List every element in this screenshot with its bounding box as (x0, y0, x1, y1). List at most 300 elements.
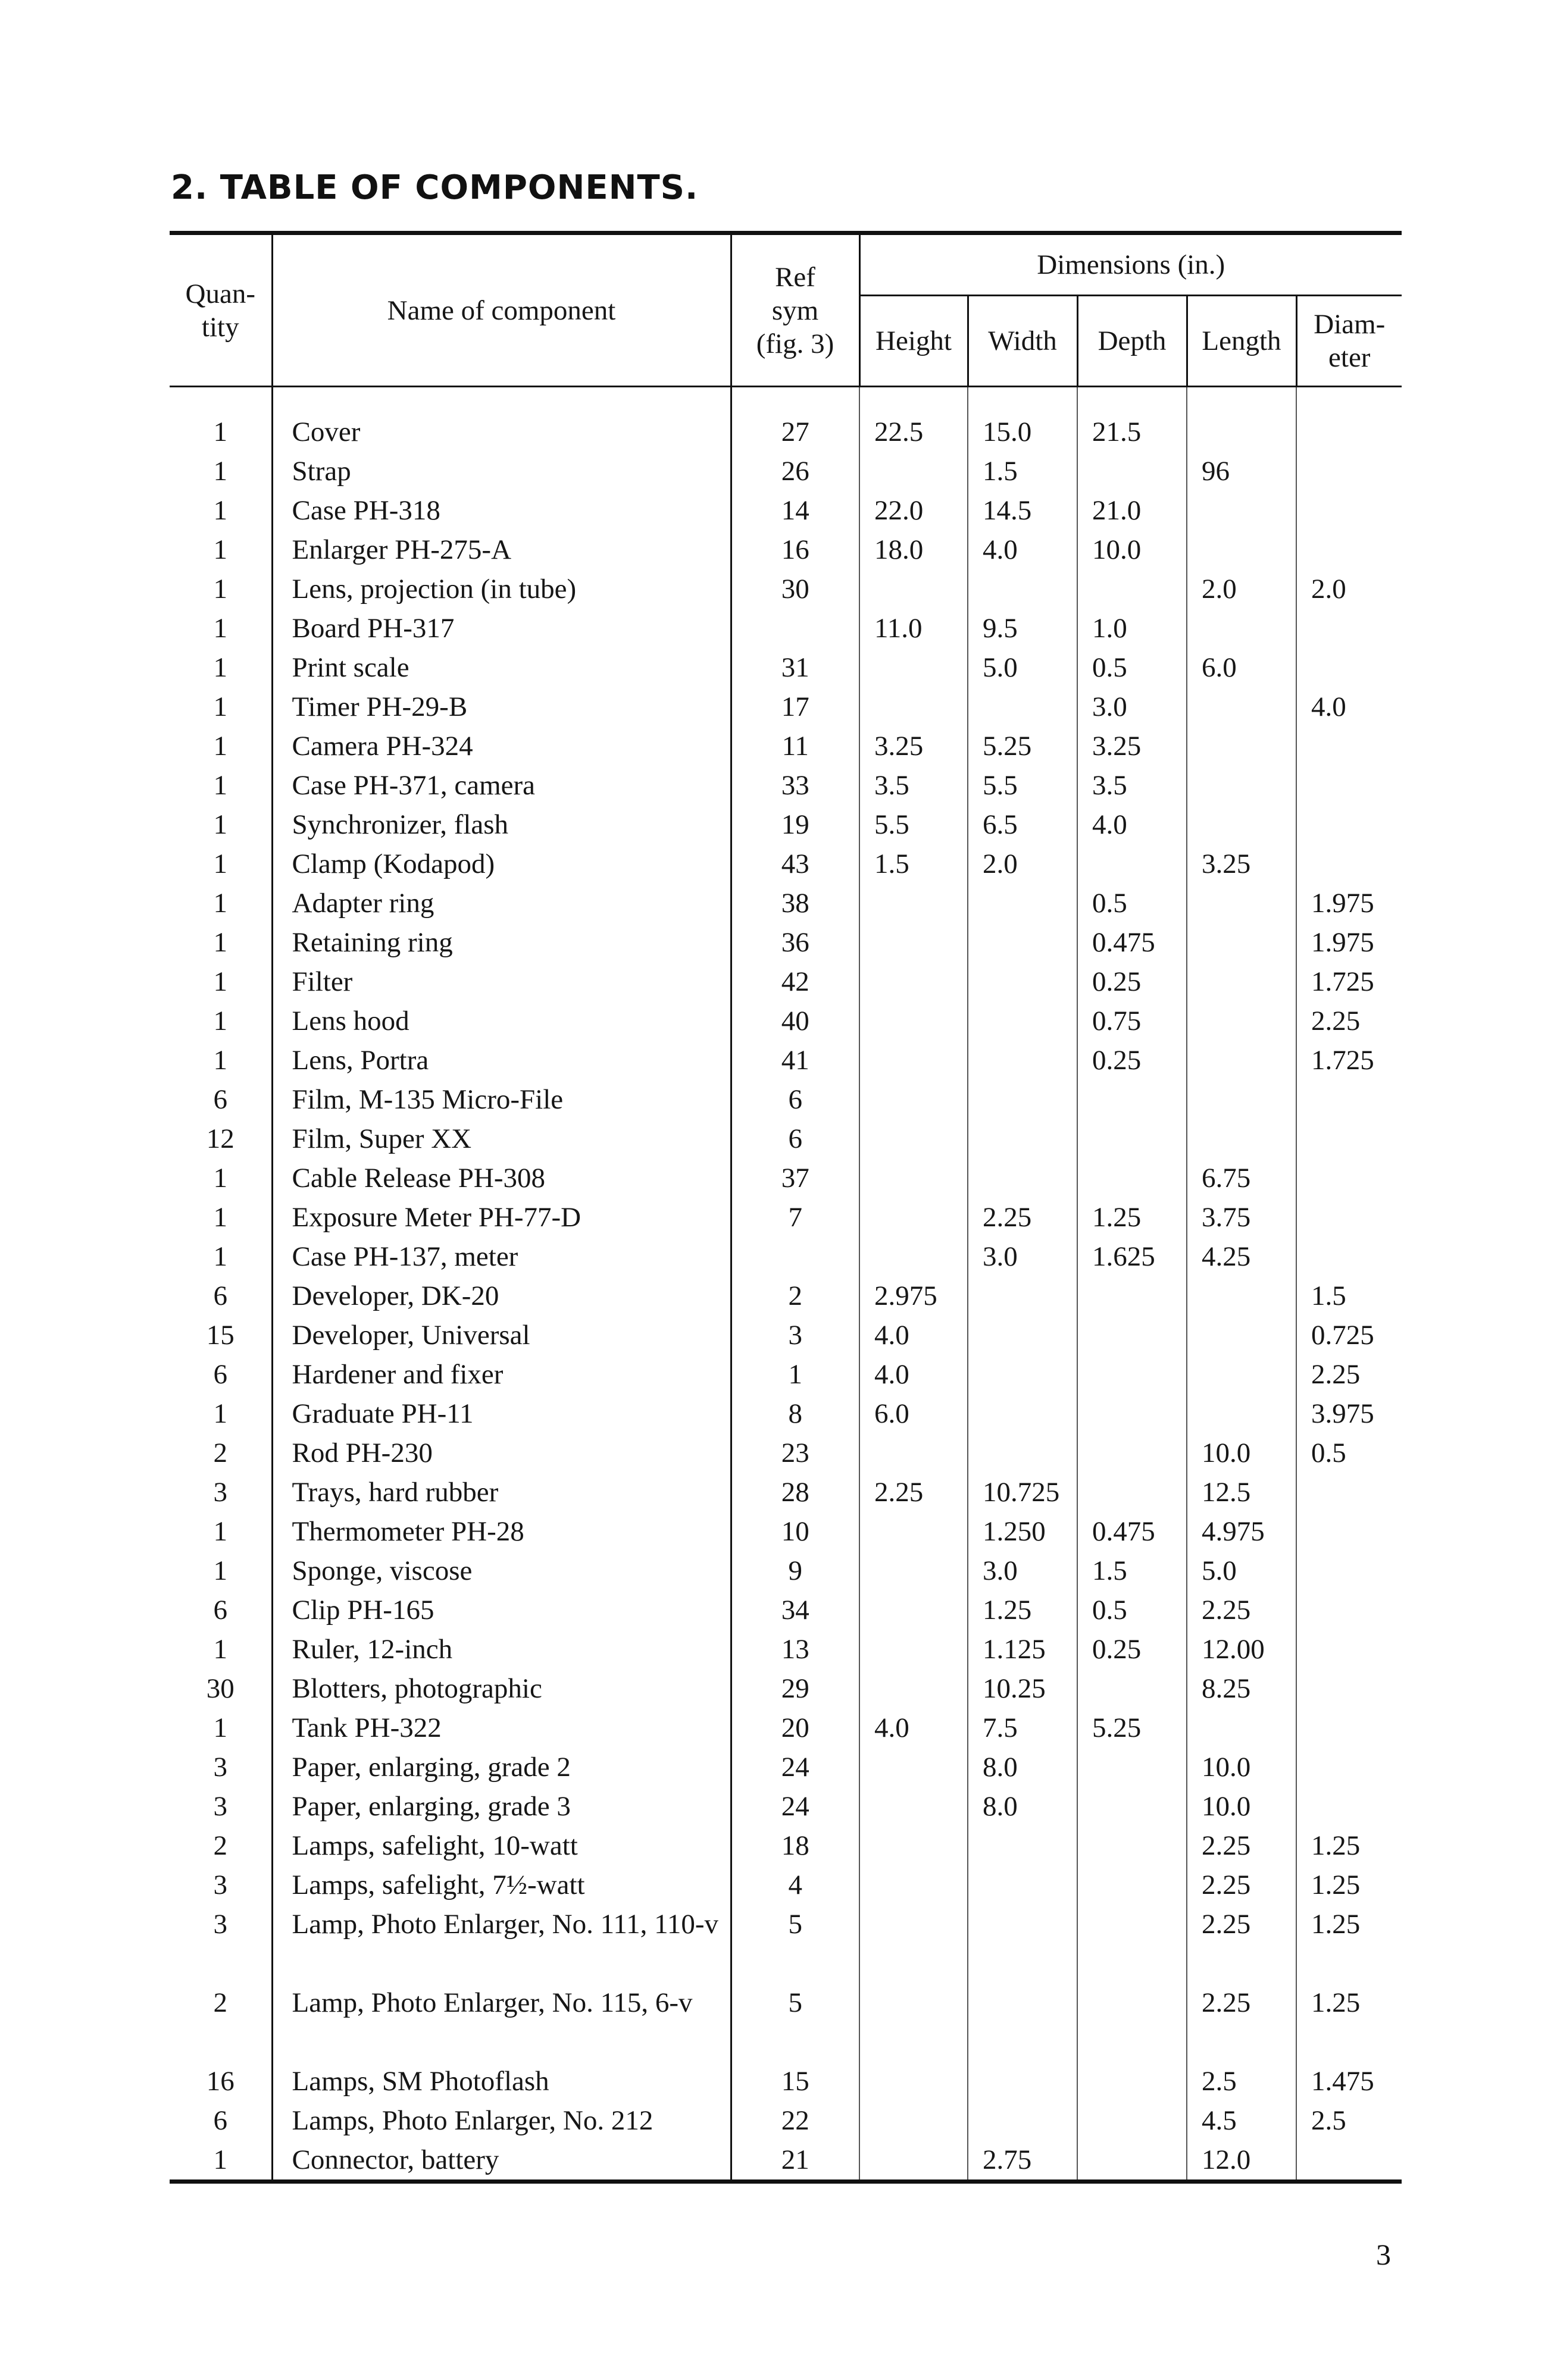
table-row (170, 412, 1402, 452)
depth-cell (1077, 1080, 1187, 1119)
ref-sym-cell: 1 (731, 1355, 859, 1394)
length-cell (1187, 412, 1296, 452)
component-name-cell: Print scale (272, 648, 731, 687)
depth-cell (1077, 1394, 1187, 1433)
table-row (170, 1551, 1402, 1590)
quantity-cell: 3 (213, 1909, 227, 1940)
quantity-cell: 1 (213, 1516, 227, 1547)
depth-cell (1077, 1787, 1187, 1826)
depth-cell (1077, 1316, 1187, 1355)
width-cell (968, 1316, 1077, 1355)
ref-sym-cell: 30 (731, 569, 859, 609)
header-length: Length (1187, 296, 1296, 387)
ref-sym-cell: 7 (731, 1198, 859, 1237)
length-cell: 5.0 (1187, 1551, 1296, 1590)
quantity-cell: 1 (213, 1398, 227, 1429)
quantity-cell: 1 (213, 848, 227, 879)
diameter-cell (1296, 1512, 1402, 1551)
quantity-cell: 1 (213, 574, 227, 605)
table-row (170, 1001, 1402, 1041)
ref-sym-cell: 6 (731, 1080, 859, 1119)
quantity-cell: 3 (213, 1791, 227, 1822)
component-name-cell: Clamp (Kodapod) (272, 844, 731, 884)
ref-sym-cell: 27 (731, 412, 859, 452)
component-name-cell: Film, Super XX (272, 1119, 731, 1158)
height-cell: 5.5 (859, 805, 968, 844)
table-row (170, 1237, 1402, 1276)
ref-sym-cell: 17 (731, 687, 859, 726)
length-cell (1187, 491, 1296, 530)
ref-sym-cell: 8 (731, 1394, 859, 1433)
quantity-cell: 30 (206, 1673, 234, 1704)
length-cell: 2.25 (1187, 1865, 1296, 1905)
depth-cell: 4.0 (1077, 805, 1187, 844)
width-cell: 5.25 (968, 726, 1077, 766)
table-row (170, 1865, 1402, 1905)
height-cell (859, 1826, 968, 1865)
height-cell (859, 1748, 968, 1787)
height-cell (859, 1433, 968, 1473)
quantity-cell: 1 (213, 652, 227, 683)
table-row (170, 1041, 1402, 1080)
component-name-cell: Thermometer PH-28 (272, 1512, 731, 1551)
depth-cell: 0.475 (1077, 923, 1187, 962)
quantity-cell: 3 (213, 1752, 227, 1783)
height-cell (859, 1865, 968, 1905)
width-cell: 2.0 (968, 844, 1077, 884)
quantity-cell: 1 (213, 1555, 227, 1586)
depth-cell: 1.625 (1077, 1237, 1187, 1276)
quantity-cell: 1 (213, 731, 227, 762)
quantity-cell: 1 (213, 416, 227, 447)
ref-sym-cell: 40 (731, 1001, 859, 1041)
ref-sym-cell: 34 (731, 1590, 859, 1630)
width-cell (968, 1355, 1077, 1394)
diameter-cell (1296, 1590, 1402, 1630)
ref-sym-cell: 24 (731, 1787, 859, 1826)
ref-sym-cell: 33 (731, 766, 859, 805)
depth-cell: 10.0 (1077, 530, 1187, 569)
diameter-cell (1296, 1119, 1402, 1158)
diameter-cell (1296, 844, 1402, 884)
table-row (170, 962, 1402, 1001)
component-name-cell: Developer, DK-20 (272, 1276, 731, 1316)
depth-cell (1077, 844, 1187, 884)
component-name-cell: Trays, hard rubber (272, 1473, 731, 1512)
component-name-cell: Camera PH-324 (272, 726, 731, 766)
height-cell: 3.5 (859, 766, 968, 805)
component-name-cell: Hardener and fixer (272, 1355, 731, 1394)
length-cell: 2.25 (1187, 1590, 1296, 1630)
diameter-cell (1296, 805, 1402, 844)
diameter-cell: 1.725 (1296, 1041, 1402, 1080)
table-row (170, 844, 1402, 884)
component-name-cell: Developer, Universal (272, 1316, 731, 1355)
component-name-cell: Lamps, safelight, 7½-watt (272, 1865, 731, 1905)
depth-cell: 21.0 (1077, 491, 1187, 530)
height-cell (859, 452, 968, 491)
ref-sym-cell: 23 (731, 1433, 859, 1473)
component-name-cell: Case PH-371, camera (272, 766, 731, 805)
component-name-cell: Adapter ring (272, 884, 731, 923)
depth-cell: 0.5 (1077, 648, 1187, 687)
diameter-cell (1296, 726, 1402, 766)
width-cell (968, 1905, 1077, 1983)
length-cell (1187, 1080, 1296, 1119)
length-cell: 6.75 (1187, 1158, 1296, 1198)
ref-sym-cell: 9 (731, 1551, 859, 1590)
component-name-cell: Tank PH-322 (272, 1708, 731, 1748)
ref-sym-cell: 38 (731, 884, 859, 923)
height-cell: 22.0 (859, 491, 968, 530)
height-cell (859, 569, 968, 609)
quantity-cell: 1 (213, 534, 227, 565)
header-depth: Depth (1077, 296, 1187, 387)
diameter-cell: 1.475 (1296, 2062, 1402, 2101)
depth-cell: 0.25 (1077, 962, 1187, 1001)
quantity-cell: 1 (213, 1712, 227, 1743)
length-cell (1187, 1316, 1296, 1355)
depth-cell (1077, 569, 1187, 609)
component-name-cell: Timer PH-29-B (272, 687, 731, 726)
table-row (170, 1787, 1402, 1826)
diameter-cell: 1.725 (1296, 962, 1402, 1001)
height-cell (859, 1630, 968, 1669)
quantity-cell: 3 (213, 1477, 227, 1508)
length-cell: 2.5 (1187, 2062, 1296, 2101)
quantity-cell: 2 (213, 1987, 227, 2018)
table-row (170, 1512, 1402, 1551)
components-table-body (170, 387, 1402, 2182)
depth-cell (1077, 1748, 1187, 1787)
ref-sym-cell: 3 (731, 1316, 859, 1355)
height-cell: 2.25 (859, 1473, 968, 1512)
width-cell: 5.0 (968, 648, 1077, 687)
table-row (170, 1080, 1402, 1119)
table-row (170, 1198, 1402, 1237)
width-cell (968, 1119, 1077, 1158)
width-cell (968, 2062, 1077, 2101)
ref-sym-cell: 16 (731, 530, 859, 569)
length-cell (1187, 530, 1296, 569)
width-cell: 7.5 (968, 1708, 1077, 1748)
diameter-cell (1296, 1080, 1402, 1119)
table-row (170, 569, 1402, 609)
component-name-cell: Cable Release PH-308 (272, 1158, 731, 1198)
diameter-cell: 0.5 (1296, 1433, 1402, 1473)
width-cell (968, 1001, 1077, 1041)
height-cell (859, 1001, 968, 1041)
width-cell: 8.0 (968, 1787, 1077, 1826)
length-cell: 10.0 (1187, 1748, 1296, 1787)
diameter-cell: 2.25 (1296, 1001, 1402, 1041)
height-cell (859, 1551, 968, 1590)
height-cell: 1.5 (859, 844, 968, 884)
component-name-cell: Retaining ring (272, 923, 731, 962)
diameter-cell: 0.725 (1296, 1316, 1402, 1355)
length-cell: 2.25 (1187, 1983, 1296, 2062)
component-name-cell: Cover (272, 412, 731, 452)
depth-cell (1077, 1826, 1187, 1865)
quantity-cell: 1 (213, 691, 227, 722)
length-cell: 12.00 (1187, 1630, 1296, 1669)
length-cell: 96 (1187, 452, 1296, 491)
length-cell: 4.5 (1187, 2101, 1296, 2140)
height-cell (859, 962, 968, 1001)
diameter-cell: 1.25 (1296, 1826, 1402, 1865)
width-cell: 9.5 (968, 609, 1077, 648)
length-cell (1187, 923, 1296, 962)
diameter-cell: 1.25 (1296, 1983, 1402, 2062)
length-cell: 2.25 (1187, 1826, 1296, 1865)
height-cell: 18.0 (859, 530, 968, 569)
width-cell: 1.125 (968, 1630, 1077, 1669)
component-name-cell: Synchronizer, flash (272, 805, 731, 844)
ref-sym-cell: 41 (731, 1041, 859, 1080)
table-row (170, 1316, 1402, 1355)
table-row (170, 1119, 1402, 1158)
header-name: Name of component (272, 233, 731, 387)
quantity-cell: 15 (206, 1320, 234, 1351)
width-cell: 1.5 (968, 452, 1077, 491)
width-cell: 14.5 (968, 491, 1077, 530)
ref-sym-cell: 19 (731, 805, 859, 844)
width-cell: 10.725 (968, 1473, 1077, 1512)
depth-cell (1077, 1983, 1187, 2062)
table-row (170, 2062, 1402, 2101)
ref-sym-cell: 11 (731, 726, 859, 766)
length-cell: 3.75 (1187, 1198, 1296, 1237)
table-row (170, 609, 1402, 648)
ref-sym-cell: 31 (731, 648, 859, 687)
component-name-cell: Graduate PH-11 (272, 1394, 731, 1433)
depth-cell (1077, 1669, 1187, 1708)
header-quantity: Quan- tity (170, 233, 272, 387)
quantity-cell: 6 (213, 1359, 227, 1390)
ref-sym-cell: 6 (731, 1119, 859, 1158)
ref-sym-cell: 26 (731, 452, 859, 491)
length-cell (1187, 1708, 1296, 1748)
diameter-cell (1296, 1158, 1402, 1198)
depth-cell: 1.5 (1077, 1551, 1187, 1590)
component-name-cell: Sponge, viscose (272, 1551, 731, 1590)
width-cell (968, 1394, 1077, 1433)
table-row (170, 923, 1402, 962)
length-cell: 10.0 (1187, 1787, 1296, 1826)
component-name-cell: Case PH-137, meter (272, 1237, 731, 1276)
component-name-cell: Lamp, Photo Enlarger, No. 111, 110-v (272, 1905, 731, 1983)
height-cell (859, 1237, 968, 1276)
width-cell (968, 1041, 1077, 1080)
ref-sym-cell: 22 (731, 2101, 859, 2140)
depth-cell: 21.5 (1077, 412, 1187, 452)
diameter-cell: 2.5 (1296, 2101, 1402, 2140)
ref-sym-cell (731, 609, 859, 648)
diameter-cell (1296, 452, 1402, 491)
table-row (170, 766, 1402, 805)
quantity-cell: 6 (213, 1595, 227, 1626)
height-cell (859, 884, 968, 923)
header-height: Height (859, 296, 968, 387)
width-cell (968, 1983, 1077, 2062)
depth-cell: 1.0 (1077, 609, 1187, 648)
width-cell (968, 1158, 1077, 1198)
depth-cell (1077, 1158, 1187, 1198)
diameter-cell: 1.25 (1296, 1865, 1402, 1905)
height-cell: 4.0 (859, 1355, 968, 1394)
length-cell (1187, 726, 1296, 766)
table-row (170, 530, 1402, 569)
depth-cell: 5.25 (1077, 1708, 1187, 1748)
ref-sym-cell: 13 (731, 1630, 859, 1669)
quantity-cell: 6 (213, 1280, 227, 1311)
length-cell: 8.25 (1187, 1669, 1296, 1708)
page-number: 3 (1376, 2238, 1391, 2271)
depth-cell: 3.25 (1077, 726, 1187, 766)
ref-sym-cell: 29 (731, 1669, 859, 1708)
component-name-cell: Enlarger PH-275-A (272, 530, 731, 569)
component-name-cell: Lens, Portra (272, 1041, 731, 1080)
table-row (170, 1276, 1402, 1316)
width-cell: 2.25 (968, 1198, 1077, 1237)
height-cell (859, 1787, 968, 1826)
table-row (170, 1433, 1402, 1473)
height-cell (859, 1080, 968, 1119)
ref-sym-cell: 42 (731, 962, 859, 1001)
component-name-cell: Lens, projection (in tube) (272, 569, 731, 609)
diameter-cell (1296, 530, 1402, 569)
component-name-cell: Case PH-318 (272, 491, 731, 530)
width-cell: 3.0 (968, 1551, 1077, 1590)
quantity-cell: 6 (213, 2105, 227, 2136)
header-diameter: Diam- eter (1296, 296, 1402, 387)
ref-sym-cell: 36 (731, 923, 859, 962)
table-row (170, 805, 1402, 844)
diameter-cell: 1.975 (1296, 923, 1402, 962)
ref-sym-cell: 18 (731, 1826, 859, 1865)
quantity-cell: 1 (213, 613, 227, 644)
length-cell: 4.25 (1187, 1237, 1296, 1276)
diameter-cell: 1.975 (1296, 884, 1402, 923)
width-cell (968, 1865, 1077, 1905)
length-cell (1187, 1394, 1296, 1433)
depth-cell (1077, 452, 1187, 491)
component-name-cell: Lamps, SM Photoflash (272, 2062, 731, 2101)
diameter-cell (1296, 1551, 1402, 1590)
ref-sym-cell: 4 (731, 1865, 859, 1905)
ref-sym-cell: 28 (731, 1473, 859, 1512)
depth-cell: 0.25 (1077, 1041, 1187, 1080)
height-cell: 2.975 (859, 1276, 968, 1316)
depth-cell (1077, 1473, 1187, 1512)
length-cell (1187, 884, 1296, 923)
diameter-cell (1296, 2140, 1402, 2182)
component-name-cell: Strap (272, 452, 731, 491)
height-cell: 4.0 (859, 1708, 968, 1748)
diameter-cell (1296, 609, 1402, 648)
height-cell (859, 1669, 968, 1708)
quantity-cell: 1 (213, 1634, 227, 1665)
table-row (170, 1158, 1402, 1198)
diameter-cell (1296, 412, 1402, 452)
width-cell (968, 1826, 1077, 1865)
depth-cell (1077, 1905, 1187, 1983)
section-heading: 2. TABLE OF COMPONENTS. (171, 168, 699, 207)
height-cell: 4.0 (859, 1316, 968, 1355)
diameter-cell: 3.975 (1296, 1394, 1402, 1433)
diameter-cell: 2.0 (1296, 569, 1402, 609)
component-name-cell: Paper, enlarging, grade 3 (272, 1787, 731, 1826)
header-width: Width (968, 296, 1077, 387)
table-row (170, 1473, 1402, 1512)
component-name-cell: Filter (272, 962, 731, 1001)
quantity-cell: 2 (213, 1438, 227, 1468)
height-cell (859, 1905, 968, 1983)
header-dimensions: Dimensions (in.) (859, 233, 1402, 296)
table-row (170, 1669, 1402, 1708)
diameter-cell: 4.0 (1296, 687, 1402, 726)
table-row (170, 648, 1402, 687)
height-cell (859, 1512, 968, 1551)
table-row (170, 1708, 1402, 1748)
quantity-cell: 1 (213, 1241, 227, 1272)
ref-sym-cell: 15 (731, 2062, 859, 2101)
ref-sym-cell: 37 (731, 1158, 859, 1198)
length-cell: 12.0 (1187, 2140, 1296, 2182)
depth-cell (1077, 2140, 1187, 2182)
component-name-cell: Film, M-135 Micro-File (272, 1080, 731, 1119)
ref-sym-cell: 24 (731, 1748, 859, 1787)
width-cell (968, 2101, 1077, 2140)
table-row (170, 884, 1402, 923)
depth-cell (1077, 2062, 1187, 2101)
diameter-cell: 1.25 (1296, 1905, 1402, 1983)
quantity-cell: 1 (213, 456, 227, 487)
depth-cell (1077, 1433, 1187, 1473)
diameter-cell (1296, 1473, 1402, 1512)
depth-cell: 0.75 (1077, 1001, 1187, 1041)
ref-sym-cell: 21 (731, 2140, 859, 2182)
diameter-cell (1296, 1787, 1402, 1826)
depth-cell: 3.0 (1077, 687, 1187, 726)
width-cell (968, 687, 1077, 726)
length-cell (1187, 766, 1296, 805)
length-cell (1187, 805, 1296, 844)
diameter-cell (1296, 1237, 1402, 1276)
component-name-cell: Lamps, Photo Enlarger, No. 212 (272, 2101, 731, 2140)
width-cell: 1.250 (968, 1512, 1077, 1551)
ref-sym-cell: 10 (731, 1512, 859, 1551)
quantity-cell: 6 (213, 1084, 227, 1115)
width-cell (968, 1433, 1077, 1473)
diameter-cell (1296, 766, 1402, 805)
diameter-cell (1296, 1669, 1402, 1708)
table-row (170, 1826, 1402, 1865)
width-cell (968, 1080, 1077, 1119)
width-cell (968, 962, 1077, 1001)
depth-cell: 3.5 (1077, 766, 1187, 805)
component-name-cell: Exposure Meter PH-77-D (272, 1198, 731, 1237)
height-cell (859, 2062, 968, 2101)
height-cell (859, 687, 968, 726)
length-cell: 2.0 (1187, 569, 1296, 609)
quantity-cell: 1 (213, 1202, 227, 1233)
diameter-cell (1296, 1708, 1402, 1748)
width-cell (968, 884, 1077, 923)
width-cell (968, 569, 1077, 609)
width-cell (968, 1276, 1077, 1316)
ref-sym-cell: 14 (731, 491, 859, 530)
